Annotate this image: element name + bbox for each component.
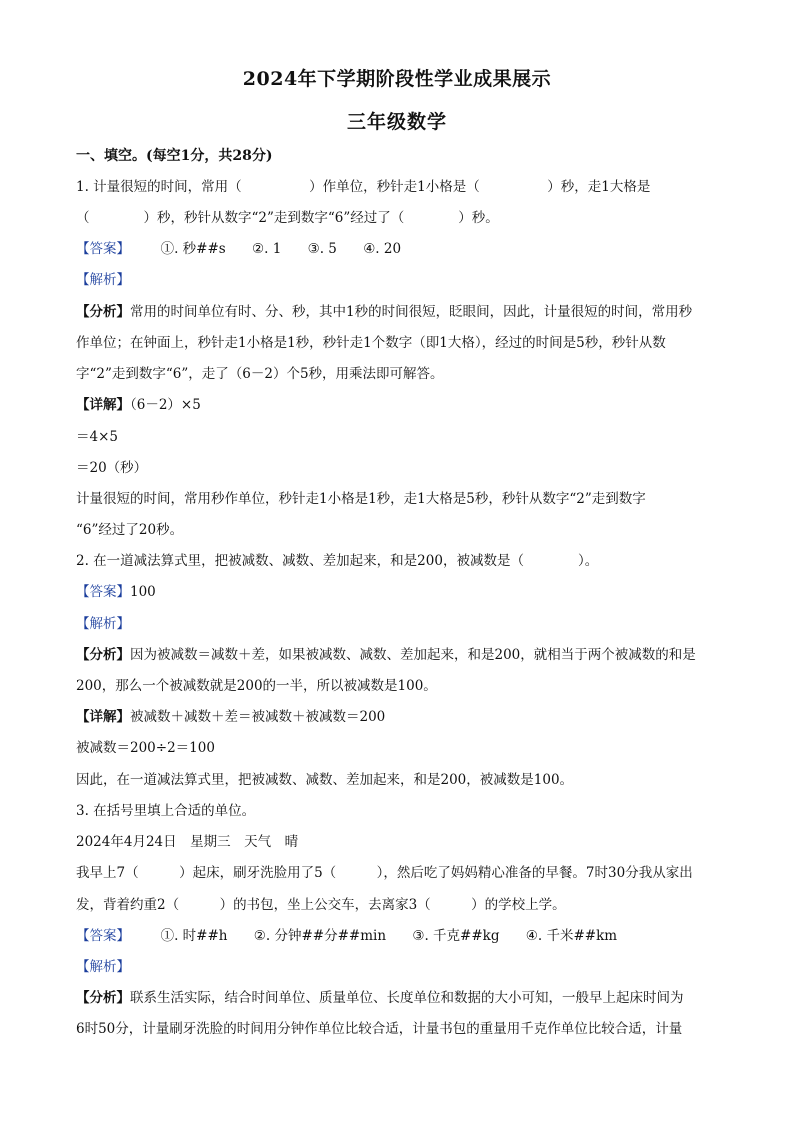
- q3-answer-3: ③. 千克##kg: [412, 928, 500, 944]
- q2-detail-text: 被减数＋减数＋差＝被减数＋被减数＝200: [130, 709, 386, 725]
- q1-detail-line-4: 计量很短的时间，常用秒作单位，秒针走1小格是1秒，走1大格是5秒，秒针从数字“2”走到数字: [76, 491, 646, 507]
- document-subtitle: 三年级数学: [346, 111, 447, 133]
- q1-answer-1: ①. 秒##s: [160, 241, 226, 257]
- q2-analysis-title: 【解析】: [76, 616, 130, 632]
- detail-label: 【详解】: [76, 709, 130, 725]
- q1-analysis-line-3: 字“2”走到数字“6”，走了（6－2）个5秒，用乘法即可解答。: [76, 366, 444, 382]
- q3-answer-2: ②. 分钟##分##min: [253, 928, 387, 944]
- analysis-label: 【分析】: [76, 304, 130, 320]
- q2-analysis-line-2: 200，那么一个被减数就是200的一半，所以被减数是100。: [76, 678, 437, 694]
- q2-detail-line-3: 因此，在一道减法算式里，把被减数、减数、差加起来，和是200，被减数是100。: [76, 772, 574, 788]
- q2-analysis-text: 因为被减数＝减数＋差，如果被减数、减数、差加起来，和是200，就相当于两个被减数的和是: [130, 647, 696, 663]
- section-heading: 一、填空。(每空1分，共28分): [76, 148, 273, 164]
- q3-text-line-1: 3. 在括号里填上合适的单位。: [76, 803, 256, 819]
- q2-answer-row: [76, 582, 726, 602]
- q3-analysis-line-1: [76, 988, 726, 1008]
- answer-label: 【答案】: [76, 241, 130, 257]
- q3-answer-4: ④. 千米##km: [525, 928, 618, 944]
- q1-detail-line-1: [76, 395, 726, 415]
- q1-analysis-line-2: 作单位；在钟面上，秒针走1小格是1秒，秒针走1个数字（即1大格），经过的时间是5秒，秒针从数: [76, 335, 666, 351]
- q1-answer-4: ④. 20: [363, 241, 402, 257]
- q3-analysis-title: 【解析】: [76, 959, 130, 975]
- q3-analysis-text: 联系生活实际，结合时间单位、质量单位、长度单位和数据的大小可知，一般早上起床时间为: [130, 990, 684, 1006]
- q1-text-line-2: （ ）秒，秒针从数字“2”走到数字“6”经过了（ ）秒。: [76, 210, 499, 226]
- q2-detail-line-1: [76, 707, 726, 727]
- q3-answer-row: [76, 926, 726, 946]
- q3-analysis-line-2: 6时50分，计量刷牙洗脸的时间用分钟作单位比较合适，计量书包的重量用千克作单位比较合适，计量: [76, 1021, 683, 1037]
- analysis-label: 【分析】: [76, 647, 130, 663]
- answer-label: 【答案】: [76, 928, 130, 944]
- q1-analysis-line-1: [76, 302, 726, 322]
- detail-label: 【详解】: [76, 397, 130, 413]
- analysis-label: 【分析】: [76, 990, 130, 1006]
- document-title: 2024年下学期阶段性学业成果展示: [242, 68, 552, 90]
- answer-label: 【答案】: [76, 584, 130, 600]
- q1-answer-3: ③. 5: [307, 241, 337, 257]
- q3-text-line-2: 2024年4月24日 星期三 天气 晴: [76, 834, 299, 850]
- q1-analysis-text: 常用的时间单位有时、分、秒，其中1秒的时间很短，眨眼间，因此，计量很短的时间，常用秒: [130, 304, 693, 320]
- q1-answer-row: [76, 239, 726, 259]
- q2-detail-line-2: 被减数＝200÷2＝100: [76, 740, 215, 756]
- q3-answer-1: ①. 时##h: [160, 928, 228, 944]
- q1-answer-2: ②. 1: [252, 241, 282, 257]
- q1-detail-line-5: “6”经过了20秒。: [76, 522, 184, 538]
- q1-detail-line-2: ＝4×5: [76, 429, 118, 445]
- q2-text-line-1: 2. 在一道减法算式里，把被减数、减数、差加起来，和是200，被减数是（ ）。: [76, 553, 599, 569]
- q1-detail-text: （6－2）×5: [130, 397, 201, 413]
- q3-text-line-3: 我早上7（ ）起床，刷牙洗脸用了5（ ），然后吃了妈妈精心准备的早餐。7时30分我从家出: [76, 865, 693, 881]
- q1-analysis-title: 【解析】: [76, 272, 130, 288]
- q2-analysis-line-1: [76, 645, 726, 665]
- q2-answer: 100: [130, 584, 156, 600]
- q1-text-line-1: 1. 计量很短的时间，常用（ ）作单位，秒针走1小格是（ ）秒，走1大格是: [76, 179, 651, 195]
- q1-detail-line-3: ＝20（秒）: [76, 460, 148, 476]
- q3-text-line-4: 发，背着约重2（ ）的书包，坐上公交车，去离家3（ ）的学校上学。: [76, 897, 566, 913]
